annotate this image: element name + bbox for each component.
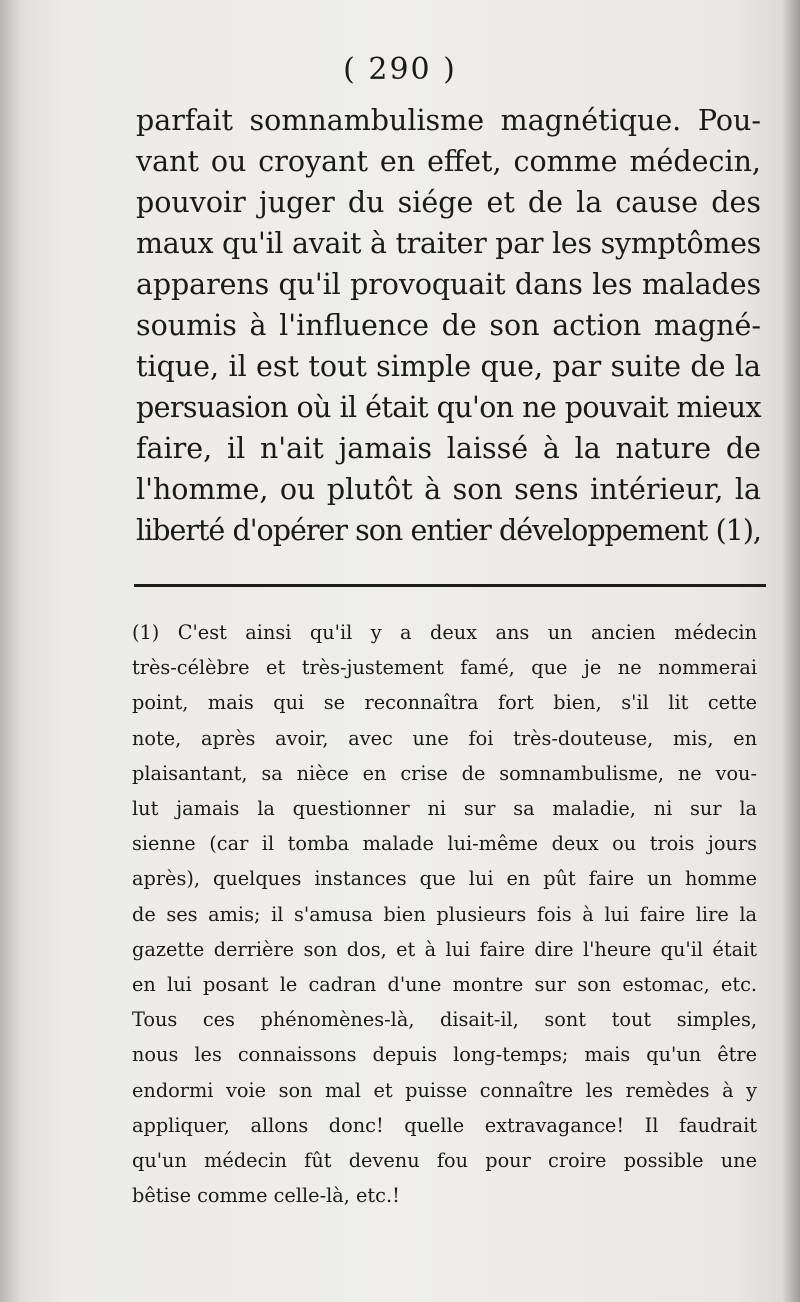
footnote-text — [132, 615, 757, 1213]
main-body-line: tique, il est tout simple que, par suite de la — [136, 350, 761, 383]
main-body-line: maux qu'il avait à traiter par les symptômes — [136, 227, 761, 260]
footnote-line: endormi voie son mal et puisse connaître les remèdes à y — [132, 1078, 757, 1102]
page-number: ( 290 ) — [343, 52, 457, 87]
footnote-line: (1) C'est ainsi qu'il y a deux ans un ancien médecin — [132, 621, 757, 644]
footnote-line: nous les connaissons depuis long-temps; mais qu'un être — [132, 1043, 757, 1067]
footnote-line: gazette derrière son dos, et à lui faire dire l'heure qu'il était — [132, 937, 757, 961]
footnote-line: en lui posant le cadran d'une montre sur son estomac, etc. — [132, 973, 757, 997]
main-body-line: persuasion où il était qu'on ne pouvait mieux — [136, 391, 761, 424]
footnote-line: appliquer, allons donc! quelle extravagance! Il faudrait — [132, 1113, 757, 1137]
footnote-line: bêtise comme celle-là, etc.! — [132, 1184, 400, 1208]
page-gutter-shadow — [0, 0, 22, 1302]
main-body-line: pouvoir juger du siége et de la cause des — [136, 186, 761, 219]
main-body-text — [136, 100, 761, 551]
footnote-line: qu'un médecin fût devenu fou pour croire possible une — [132, 1149, 757, 1173]
main-body-line: liberté d'opérer son entier développement (1), — [136, 514, 761, 547]
footnote-line: plaisantant, sa nièce en crise de somnambulisme, ne vou- — [132, 761, 757, 785]
footnote-line: note, après avoir, avec une foi très-douteuse, mis, en — [132, 726, 757, 750]
footnote-line: de ses amis; il s'amusa bien plusieurs fois à lui faire lire la — [132, 902, 757, 926]
footnote-line: lut jamais la questionner ni sur sa maladie, ni sur la — [132, 797, 757, 821]
footnote-separator-rule — [134, 584, 766, 587]
main-body-line: apparens qu'il provoquait dans les malades — [136, 268, 761, 301]
main-body-line: l'homme, ou plutôt à son sens intérieur, la — [136, 473, 761, 506]
footnote-line: Tous ces phénomènes-là, disait-il, sont tout simples, — [132, 1008, 757, 1032]
footnote-line: point, mais qui se reconnaîtra fort bien, s'il lit cette — [132, 691, 757, 715]
main-body-line: parfait somnambulisme magnétique. Pou- — [136, 104, 761, 137]
footnote-line: sienne (car il tomba malade lui-même deux ou trois jours — [132, 832, 757, 856]
main-body-line: faire, il n'ait jamais laissé à la nature de — [136, 432, 761, 465]
main-body-line: soumis à l'influence de son action magné- — [136, 309, 761, 342]
footnote-line: très-célèbre et très-justement famé, que je ne nommerai — [132, 656, 757, 680]
main-body-line: vant ou croyant en effet, comme médecin, — [136, 145, 761, 178]
page-edge-shadow — [782, 0, 800, 1302]
footnote-line: après), quelques instances que lui en pût faire un homme — [132, 867, 757, 891]
